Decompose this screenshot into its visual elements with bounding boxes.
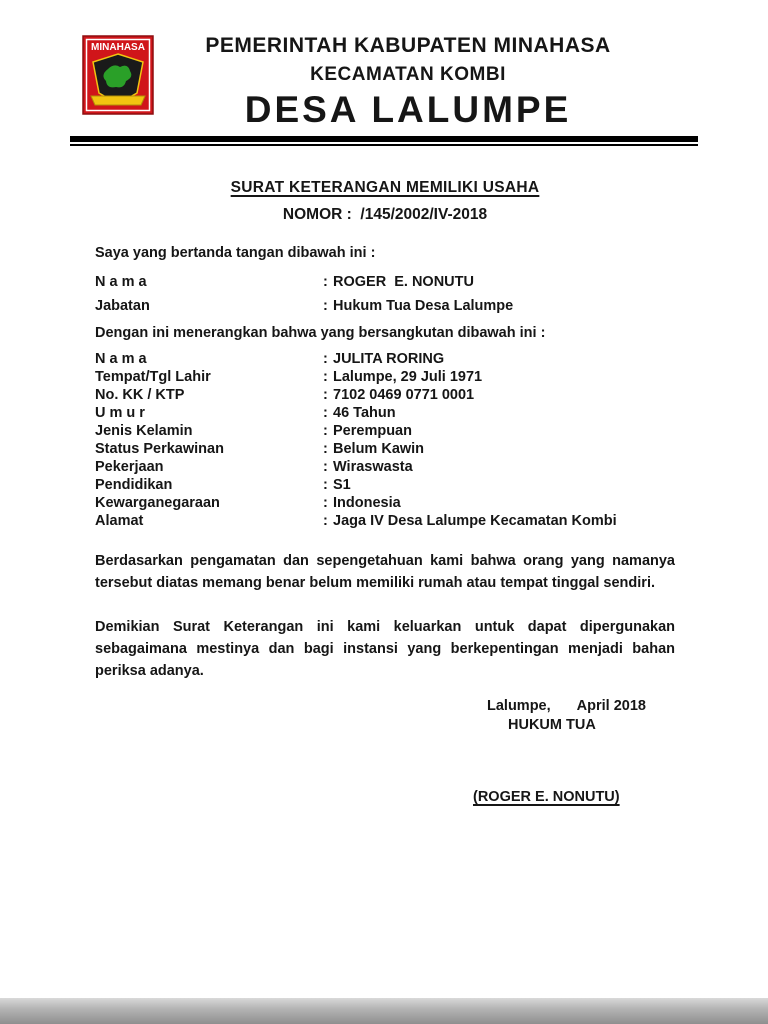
field-value: S1: [333, 477, 351, 493]
field-separator: :: [323, 351, 328, 367]
field-row: [95, 512, 675, 530]
field-label: N a m a: [95, 351, 147, 367]
field-value: Hukum Tua Desa Lalumpe: [333, 298, 514, 314]
field-value: ROGER E. NONUTU: [333, 274, 474, 290]
field-separator: :: [323, 477, 328, 493]
field-separator: :: [323, 495, 328, 511]
field-label: U m u r: [95, 405, 145, 421]
village-name: DESA LALUMPE: [244, 89, 572, 130]
subject-intro: Dengan ini menerangkan bahwa yang bersangkutan dibawah ini :: [95, 325, 546, 341]
field-row: [95, 386, 675, 404]
crest-banner-text: MINAHASA: [91, 42, 145, 53]
field-label: No. KK / KTP: [95, 387, 185, 403]
field-row: [95, 440, 675, 458]
field-label: Tempat/Tgl Lahir: [95, 369, 211, 385]
subject-fields: [95, 350, 675, 530]
field-row: [95, 494, 675, 512]
field-label: Jabatan: [95, 298, 150, 314]
field-value: Indonesia: [333, 495, 401, 511]
closing-paragraph: Demikian Surat Keterangan ini kami keluarkan untuk dapat dipergunakan sebagaimana mestinya dan bagi instansi yang berkepentingan menjadi bahan periksa adanya.: [95, 619, 675, 679]
field-separator: :: [323, 459, 328, 475]
field-value: Belum Kawin: [333, 441, 425, 457]
signature-place: Lalumpe,: [487, 698, 551, 714]
letterhead: [0, 0, 768, 146]
field-row: [95, 350, 675, 368]
signature-date: April 2018: [576, 698, 646, 714]
signer-fields: [95, 270, 675, 318]
field-value: JULITA RORING: [333, 351, 445, 367]
document-number: NOMOR : /145/2002/IV-2018: [282, 206, 488, 223]
field-separator: :: [323, 441, 328, 457]
field-row: [95, 458, 675, 476]
signature-name: (ROGER E. NONUTU): [473, 789, 620, 805]
field-value: 46 Tahun: [333, 405, 396, 421]
signature-place-date: [487, 697, 646, 715]
field-row: [95, 422, 675, 440]
field-row: [95, 404, 675, 422]
field-label: N a m a: [95, 274, 147, 290]
signer-intro: Saya yang bertanda tangan dibawah ini :: [95, 245, 376, 261]
field-label: Jenis Kelamin: [95, 423, 193, 439]
field-label: Status Perkawinan: [95, 441, 224, 457]
field-value: Lalumpe, 29 Juli 1971: [333, 369, 483, 385]
district-name: KECAMATAN KOMBI: [310, 64, 506, 85]
field-row: [95, 476, 675, 494]
field-value: Wiraswasta: [333, 459, 413, 475]
field-separator: :: [323, 369, 328, 385]
letterhead-divider: [70, 136, 698, 146]
title-block: [95, 178, 675, 224]
divider-thin-line: [70, 144, 698, 146]
field-separator: :: [323, 298, 328, 314]
field-row: [95, 368, 675, 386]
minahasa-crest-icon: [82, 35, 154, 115]
statement-paragraph: Berdasarkan pengamatan dan sepengetahuan kami bahwa orang yang namanya tersebut diatas memang benar belum memiliki rumah atau tempat tinggal sendiri.: [95, 553, 675, 591]
field-label: Pendidikan: [95, 477, 173, 493]
field-separator: :: [323, 274, 328, 290]
field-label: Kewarganegaraan: [95, 495, 220, 511]
field-value: Jaga IV Desa Lalumpe Kecamatan Kombi: [333, 513, 617, 529]
field-value: Perempuan: [333, 423, 412, 439]
field-value: 7102 0469 0771 0001: [333, 387, 475, 403]
government-name: PEMERINTAH KABUPATEN MINAHASA: [205, 34, 611, 57]
signature-block: [487, 697, 646, 734]
field-separator: :: [323, 423, 328, 439]
field-separator: :: [323, 405, 328, 421]
field-row: [95, 294, 675, 318]
field-separator: :: [323, 387, 328, 403]
field-separator: :: [323, 513, 328, 529]
scan-edge-artifact: [0, 998, 768, 1024]
field-label: Alamat: [95, 513, 144, 529]
divider-thick-line: [70, 136, 698, 142]
crest-ribbon: [91, 96, 145, 105]
document-title: SURAT KETERANGAN MEMILIKI USAHA: [230, 179, 540, 196]
field-row: [95, 270, 675, 294]
signature-position: HUKUM TUA: [508, 717, 596, 733]
field-label: Pekerjaan: [95, 459, 164, 475]
letter-body: [0, 178, 768, 682]
